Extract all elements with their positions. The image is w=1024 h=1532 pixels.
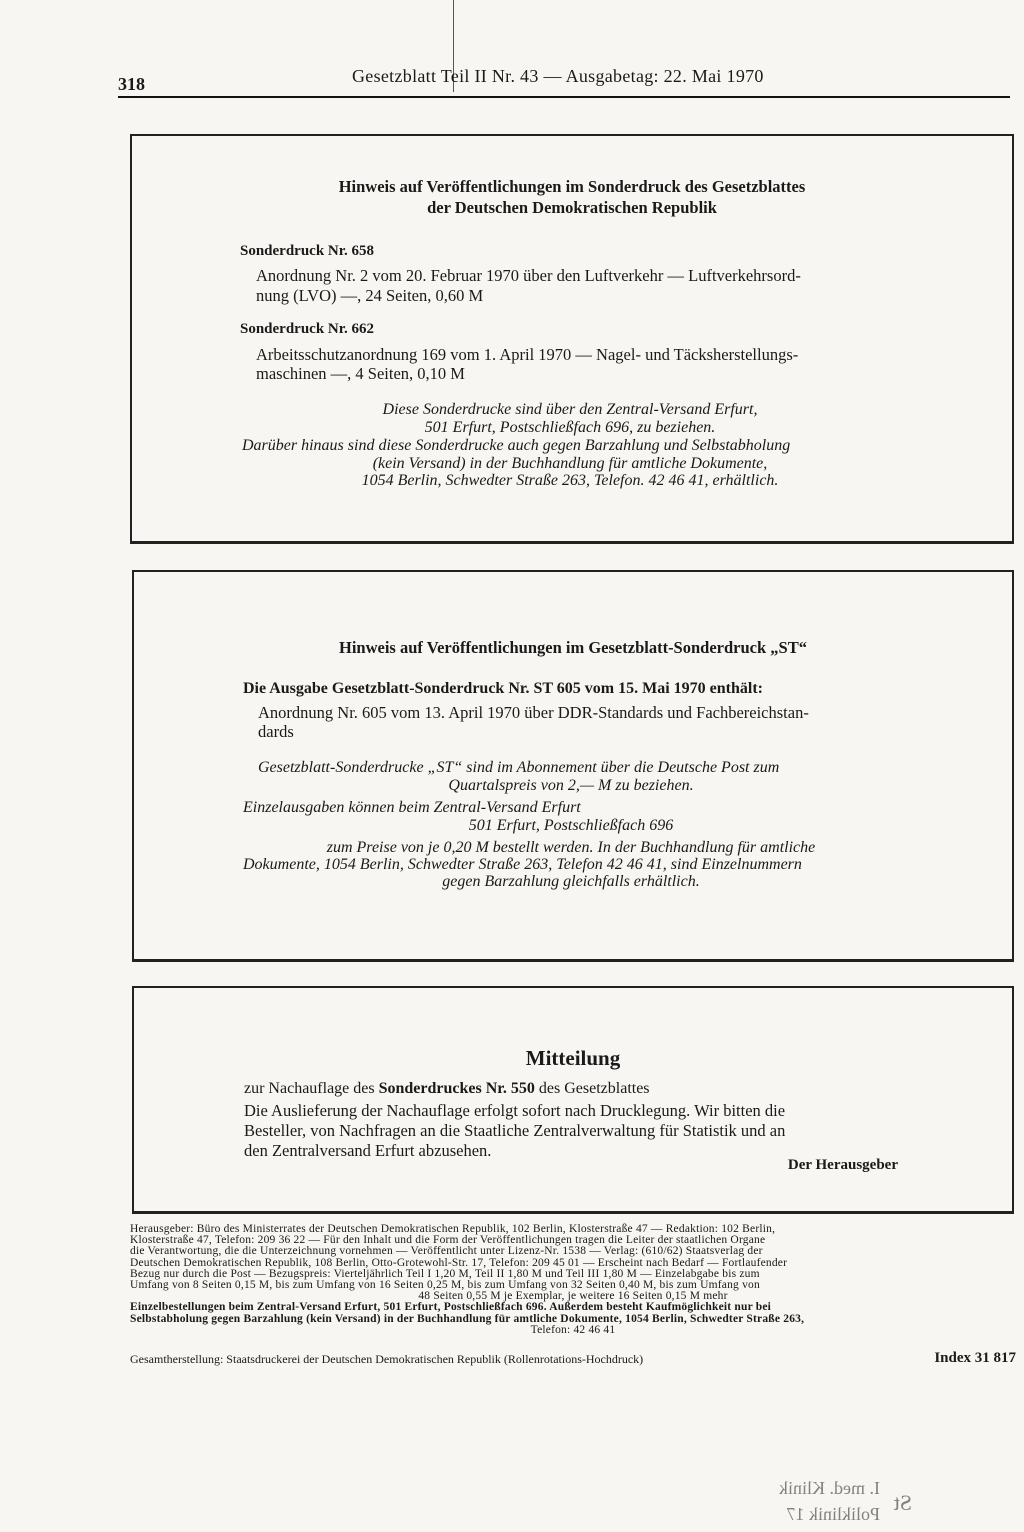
box2-item-line2: dards [258,722,294,741]
box2-title: Hinweis auf Veröffentlichungen im Gesetzblatt-Sonderdruck „ST“ [339,638,807,657]
mitteilung-subtitle-bold: Sonderdruckes Nr. 550 [378,1080,535,1097]
item1-line2: nung (LVO) —, 24 Seiten, 0,60 M [256,286,484,305]
item2-line2: maschinen —, 4 Seiten, 0,10 M [256,364,465,383]
imprint-line-5: Bezug nur durch die Post — Bezugspreis: Vierteljährlich Teil I 1,20 M, Teil II 1,80 M und Teil III 1,80 M — Einzelabgabe bis zum [130,1267,760,1280]
mitteilung-title: Mitteilung [525,1046,621,1070]
index-number: Index 31 817 [934,1350,1016,1366]
box2-single-line1: Einzelausgaben können beim Zentral-Versand Erfurt [243,799,581,816]
imprint-line-8: Einzelbestellungen beim Zentral-Versand Erfurt, 501 Erfurt, Postschließfach 696. Außerdem besteht Kaufmöglichkeit nur bei [130,1301,772,1314]
box1-notice-line4: (kein Versand) in der Buchhandlung für amtliche Dokumente, [372,455,768,472]
box1-notice-line3: Darüber hinaus sind diese Sonderdrucke auch gegen Barzahlung und Selbstabholung [242,437,791,454]
page-number: 318 [118,74,145,94]
printer-text: Gesamtherstellung: Staatsdruckerei der Deutschen Demokratischen Republik (Rollenrotations-Hochdruck) [130,1352,644,1366]
imprint-line-4: Deutschen Demokratischen Republik, 108 Berlin, Otto-Grotewohl-Str. 17, Telefon: 209 45 01 — Erscheint nach Bedarf — Fortlaufender [130,1256,788,1269]
printer-line [130,1352,1016,1367]
imprint-line-3: die Verantwortung, die die Unterzeichnung vornehmen — Veröffentlicht unter Lizenz-Nr. 1538 — Verlag: (610/62) Staatsverlag der [130,1245,763,1258]
box1-notice-line5: 1054 Berlin, Schwedter Straße 263, Telefon. 42 46 41, erhältlich. [361,472,779,489]
box2-item-line1: Anordnung Nr. 605 vom 13. April 1970 über DDR-Standards und Fachbereichstan- [258,703,809,722]
box2-sub-line2: Quartalspreis von 2,— M zu beziehen. [448,777,694,794]
imprint-line-7: 48 Seiten 0,55 M je Exemplar, je weitere 16 Seiten 0,15 M mehr [418,1290,728,1303]
stamp-mark-image [860,1482,920,1522]
library-stamp-image [600,1472,900,1532]
box1-notice-line2: 501 Erfurt, Postschließfach 696, zu beziehen. [424,419,716,436]
box2-issue-heading: Die Ausgabe Gesetzblatt-Sonderdruck Nr. ST 605 vom 15. Mai 1970 enthält: [243,680,763,697]
mitteilung-subtitle-after: des Gesetzblattes [538,1080,650,1097]
item1-heading: Sonderdruck Nr. 658 [240,243,375,259]
mitteilung-subtitle [244,1080,650,1098]
mitteilung-body-line1: Die Auslieferung der Nachauflage erfolgt sofort nach Drucklegung. Wir bitten die [244,1101,786,1120]
item1-line1: Anordnung Nr. 2 vom 20. Februar 1970 über den Luftverkehr — Luftverkehrsord- [256,266,801,285]
imprint-footer [130,1224,1016,1336]
box2-price-line3: gegen Barzahlung gleichfalls erhältlich. [442,873,700,890]
box1-notice-line1: Diese Sonderdrucke sind über den Zentral-Versand Erfurt, [382,401,758,418]
imprint-line-9: Selbstabholung gegen Barzahlung (kein Versand) in der Buchhandlung für amtliche Dokumente, 1054 Berlin, Schwedter Straße 263, [130,1312,805,1325]
imprint-line-2: Klosterstraße 47, Telefon: 209 36 22 — Für den Inhalt und die Form der Veröffentlichungen tragen die Leiter der staatlichen Organe [130,1234,766,1247]
imprint-line-1: Herausgeber: Büro des Ministerrates der Deutschen Demokratischen Republik, 102 Berlin, Klosterstraße 47 — Redaktion: 102 Berlin, [130,1223,776,1235]
mitteilung-box [132,986,1014,1214]
imprint-line-6: Umfang von 8 Seiten 0,15 M, bis zum Umfang von 16 Seiten 0,25 M, bis zum Umfang von 32 Seiten 0,40 M, bis zum Umfang von [130,1279,760,1292]
mitteilung-body-line2: Besteller, von Nachfragen an die Staatliche Zentralverwaltung für Statistik und an [244,1121,786,1140]
mitteilung-body-line3: den Zentralversand Erfurt abzusehen. [244,1141,492,1160]
box2-sub-line1: Gesetzblatt-Sonderdrucke „ST“ sind im Abonnement über die Deutsche Post zum [258,759,780,776]
stamp-right-text: St [893,1490,912,1515]
item2-line1: Arbeitsschutzanordnung 169 vom 1. April 1970 — Nagel- und Täcksherstellungs- [256,345,799,364]
header-rule [118,96,1010,98]
box2-price-line2: Dokumente, 1054 Berlin, Schwedter Straße 263, Telefon 42 46 41, sind Einzelnummern [243,856,802,873]
imprint-line-10: Telefon: 42 46 41 [530,1323,616,1336]
mitteilung-subtitle-before: zur Nachauflage des [244,1080,375,1097]
stamp-line-1: I. med. Klinik [779,1478,880,1498]
box2-single-line2: 501 Erfurt, Postschließfach 696 [468,817,674,834]
box1-title-line2: der Deutschen Demokratischen Republik [427,198,717,217]
stamp-line-2: Poliklinik 17 [786,1504,880,1524]
box2-price-line1: zum Preise von je 0,20 M bestellt werden. In der Buchhandlung für amtliche [326,839,816,856]
running-header: Gesetzblatt Teil II Nr. 43 — Ausgabetag: 22. Mai 1970 [352,66,764,86]
item2-heading: Sonderdruck Nr. 662 [240,321,375,337]
box1-title-line1: Hinweis auf Veröffentlichungen im Sonderdruck des Gesetzblattes [338,177,806,196]
mitteilung-signature: Der Herausgeber [787,1157,898,1173]
